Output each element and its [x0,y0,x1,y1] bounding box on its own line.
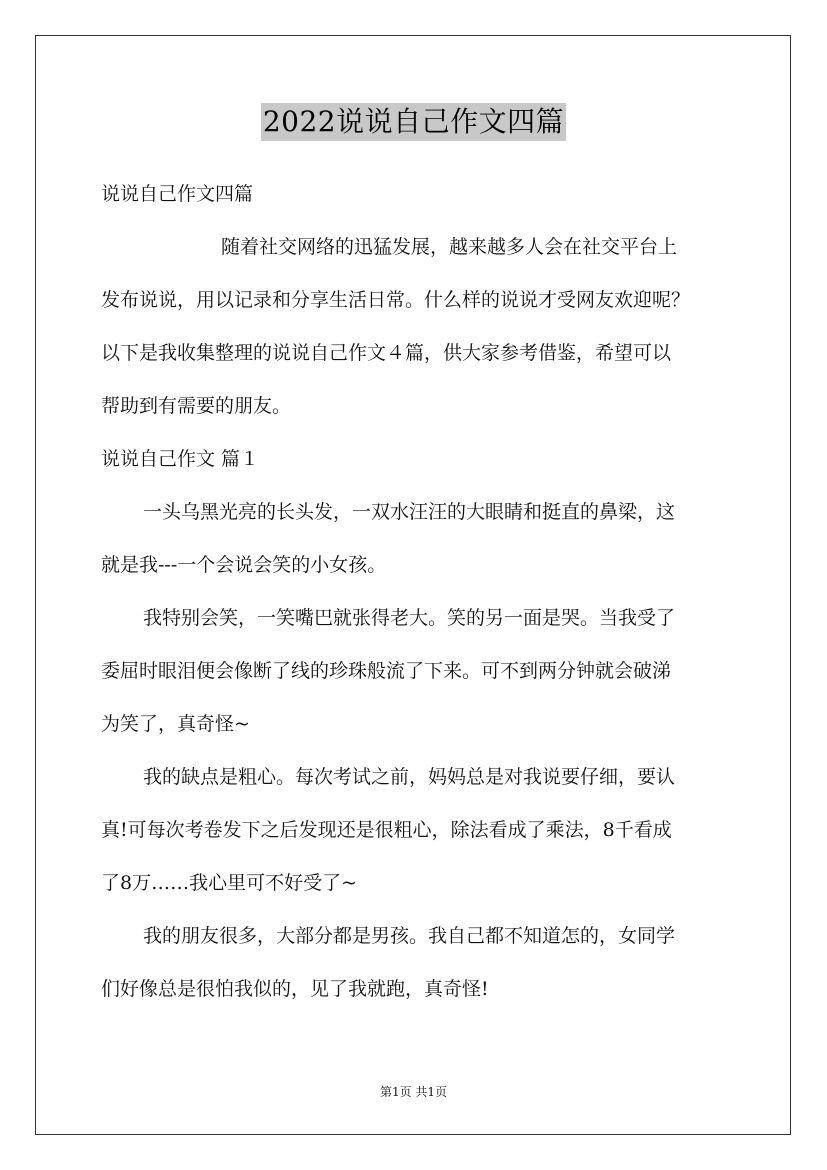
paragraph-line: 我特别会笑，一笑嘴巴就张得老大。笑的另一面是哭。当我受了 [143,607,676,629]
subtitle-line: 说说自己作文四篇 [101,183,254,205]
page-footer: 第1页 共1页 [379,1085,448,1099]
title-container [0,103,827,141]
paragraph-line: 发布说说，用以记录和分享生活日常。什么样的说说才受网友欢迎呢？ [101,289,691,311]
document-title: 2022说说自己作文四篇 [261,103,566,141]
paragraph-line: 委屈时眼泪便会像断了线的珍珠般流了下来。可不到两分钟就会破涕 [101,660,672,682]
document-body [101,178,729,1005]
section-heading: 说说自己作文 篇１ [101,448,260,470]
paragraph-line: 帮助到有需要的朋友。 [101,395,292,417]
paragraph-line: 为笑了，真奇怪~ [101,713,250,735]
paragraph-line: 一头乌黑光亮的长头发，一双水汪汪的大眼睛和挺直的鼻梁，这 [143,501,676,523]
paragraph-line: 随着社交网络的迅猛发展，越来越多人会在社交平台上 [221,236,678,258]
paragraph-line: 们好像总是很怕我似的，见了我就跑，真奇怪! [101,978,489,1000]
paragraph-line: 我的缺点是粗心。每次考试之前，妈妈总是对我说要仔细，要认 [143,766,676,788]
paragraph-line: 真!可每次考卷发下之后发现还是很粗心，除法看成了乘法，8千看成 [101,819,672,841]
paragraph-line: 以下是我收集整理的说说自己作文４篇，供大家参考借鉴，希望可以 [101,342,672,364]
paragraph-line: 了8万……我心里可不好受了~ [101,872,358,894]
paragraph-line: 就是我---一个会说会笑的小女孩。 [101,554,387,576]
paragraph-line: 我的朋友很多，大部分都是男孩。我自己都不知道怎的，女同学 [143,925,676,947]
